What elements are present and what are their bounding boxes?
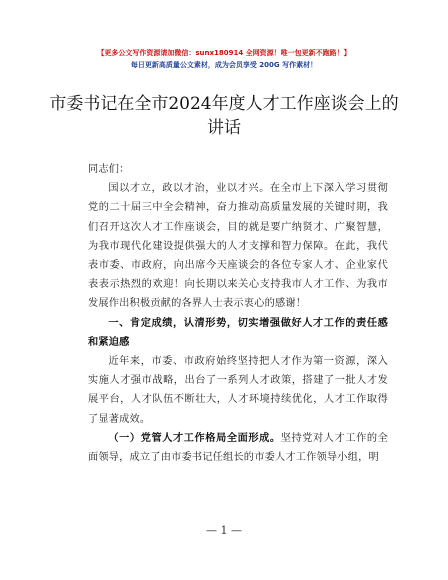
section-heading: 一、肯定成绩，认清形势，切实增强做好人才工作的责任感和紧迫感: [88, 316, 388, 348]
subsection-heading: （一）党管人才工作格局全面形成。: [108, 431, 281, 444]
promo-banner-line2: 每日更新高质量公文素材，成为会员享受 200G 写作素材！: [130, 61, 318, 69]
paragraph-intro: 国以才立，政以才治，业以才兴。在全市上下深入学习贯彻党的二十届三中全会精神，奋力推动高质量发展的关键时期，我们召开这次人才工作座谈会，目的就是要广纳贤才、广聚智慧，为我市现代化建设提供强大的人才支撑和智力保障。在此，我代表市委、市政府，向出席今天座谈会的各位专家人才、企业家代表表示热烈的欢迎！向长期以来关心支持我市人才工作、为我市发展作出积极贡献的各界人士表示衷心的感谢！: [88, 183, 388, 310]
document-title: [40, 92, 408, 140]
paragraph-achievements: 近年来，市委、市政府始终坚持把人才作为第一资源，深入实施人才强市战略，出台了一系列人才政策，搭建了一批人才发展平台，人才队伍不断壮大，人才环境持续优化，人才工作取得了显著成效。: [88, 356, 388, 425]
document-body: [88, 160, 388, 467]
paragraph-subsection: [88, 429, 388, 467]
salutation: 同志们：: [88, 164, 130, 175]
subsection-text: 坚持党对人才工作的全面领导，成立了由市委书记任组长的市委人才工作领导小组，明: [88, 432, 389, 464]
document-title-line1: 市委书记在全市2024年度人才工作座谈会上的: [49, 94, 399, 114]
document-title-line2: 讲话: [207, 118, 241, 138]
promo-banner-line1: 【更多公文写作资源请加微信：sunx180914 全网资源！唯一包更新不跑路！】: [97, 49, 351, 57]
page-number: — 1 —: [206, 524, 242, 537]
